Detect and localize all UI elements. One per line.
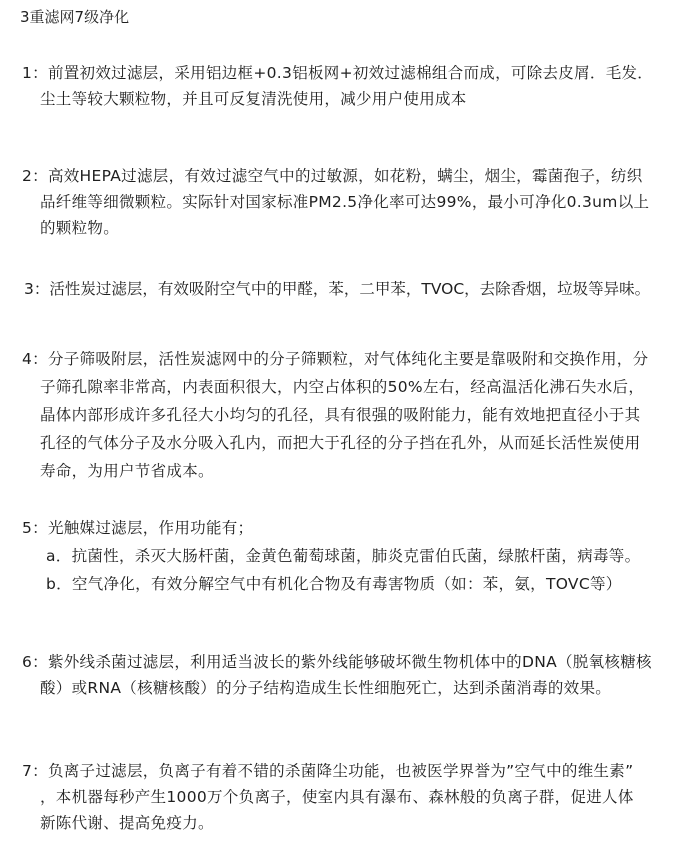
section-6-line-1: 6：紫外线杀菌过滤层，利用适当波长的紫外线能够破坏微生物机体中的DNA（脱氧核糖核 bbox=[22, 653, 652, 671]
section-5-line-1: 5：光触媒过滤层，作用功能有； bbox=[22, 519, 254, 537]
section-2-line-2: 品纤维等细微颗粒。实际针对国家标准PM2.5净化率可达99%，最小可净化0.3um以上 bbox=[40, 193, 650, 211]
section-2-line-1: 2：高效HEPA过滤层，有效过滤空气中的过敏源，如花粉，螨尘，烟尘，霉菌孢子，纺织 bbox=[22, 167, 643, 185]
section-7-line-1: 7：负离子过滤层，负离子有着不错的杀菌降尘功能，也被医学界誉为”空气中的维生素” bbox=[22, 762, 634, 780]
section-4-line-5: 寿命，为用户节省成本。 bbox=[40, 462, 214, 480]
section-5-line-2: a．抗菌性，杀灭大肠杆菌，金黄色葡萄球菌，肺炎克雷伯氏菌，绿脓杆菌，病毒等。 bbox=[46, 547, 641, 565]
section-7-line-2: ，本机器每秒产生1000万个负离子，使室内具有瀑布、森林般的负离子群，促进人体 bbox=[40, 788, 634, 806]
section-1-line-1: 1：前置初效过滤层，采用铝边框+0.3铝板网+初效过滤棉组合而成，可除去皮屑．毛发． bbox=[22, 64, 654, 82]
section-4-line-4: 孔径的气体分子及水分吸入孔内，而把大于孔径的分子挡在孔外，从而延长活性炭使用 bbox=[40, 434, 641, 452]
document-title: 3重滤网7级净化 bbox=[20, 8, 130, 26]
section-3-line-1: 3：活性炭过滤层，有效吸附空气中的甲醛，苯，二甲苯，TVOC，去除香烟，垃圾等异味。 bbox=[24, 280, 651, 298]
section-4-line-2: 子筛孔隙率非常高，内表面积很大，内空占体积的50%左右，经高温活化沸石失水后， bbox=[40, 378, 645, 396]
section-7-line-3: 新陈代谢、提高免疫力。 bbox=[40, 814, 214, 832]
section-1-line-2: 尘土等较大颗粒物，并且可反复清洗使用，减少用户使用成本 bbox=[40, 90, 467, 108]
section-2-line-3: 的颗粒物。 bbox=[40, 219, 120, 237]
section-5-line-3: b．空气净化，有效分解空气中有机化合物及有毒害物质（如：苯，氨，TOVC等） bbox=[46, 575, 622, 593]
section-4-line-1: 4：分子筛吸附层，活性炭滤网中的分子筛颗粒，对气体纯化主要是靠吸附和交换作用，分 bbox=[22, 350, 649, 368]
section-4-line-3: 晶体内部形成许多孔径大小均匀的孔径，具有很强的吸附能力，能有效地把直径小于其 bbox=[40, 406, 641, 424]
section-6-line-2: 酸）或RNA（核糖核酸）的分子结构造成生长性细胞死亡，达到杀菌消毒的效果。 bbox=[40, 679, 612, 697]
